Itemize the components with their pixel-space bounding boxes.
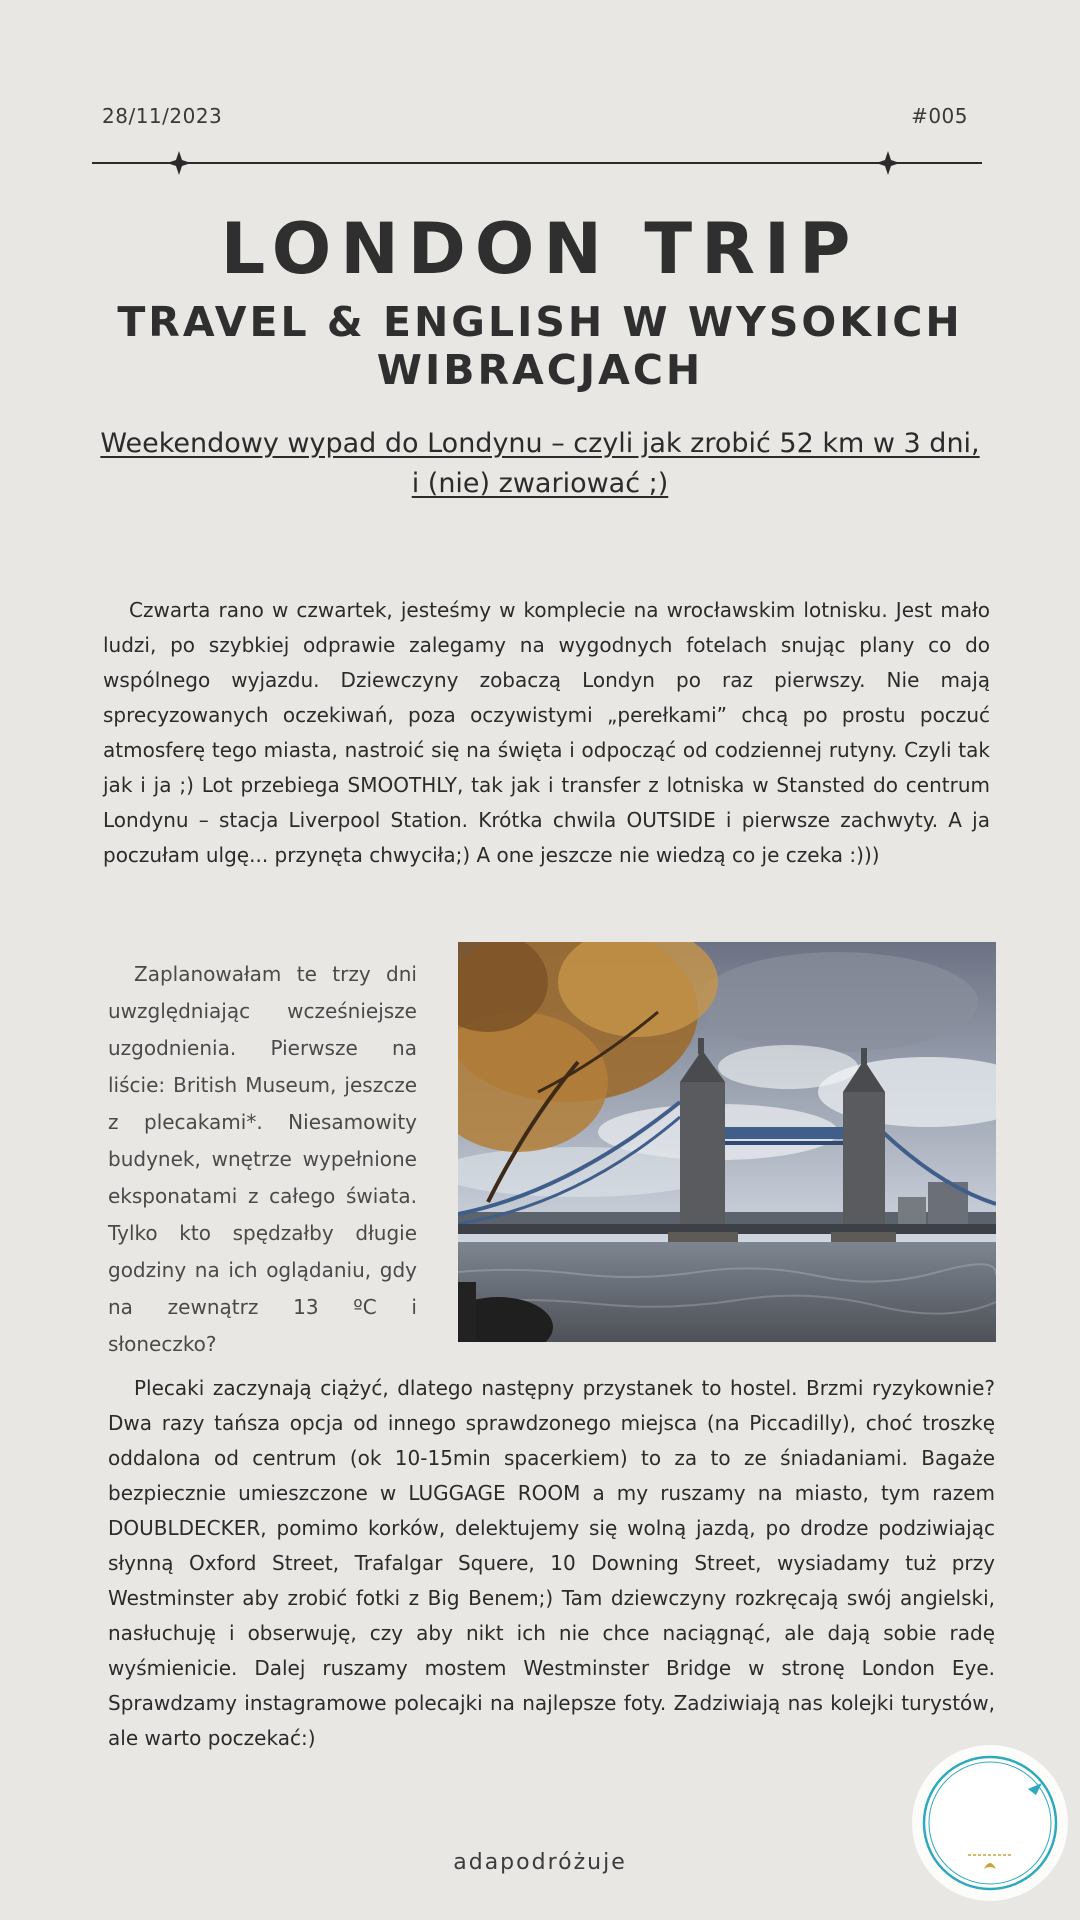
article-headline <box>100 424 980 504</box>
headline-line-1: Weekendowy wypad do Londynu – czyli jak zrobić 52 km w 3 dni, <box>100 428 980 459</box>
footer-signature: adapodróżuje <box>453 1850 627 1875</box>
issue-number: #005 <box>911 104 968 128</box>
sparkle-icon <box>167 151 191 175</box>
headline-line-2: i (nie) zwariować ;) <box>411 468 669 499</box>
relaksujaca-turystyka-logo <box>910 1743 1070 1903</box>
paragraph-hostel-westminster: Plecaki zaczynają ciążyć, dlatego następny przystanek to hostel. Brzmi ryzykownie? Dwa razy tańsza opcja od innego sprawdzonego miejsca (na Piccadilly), choć troszkę oddalona od centrum (ok 10-15min spacerkiem) to za to ze śniadaniami. Bagaże bezpiecznie umieszczone w LUGGAGE ROOM a my ruszamy na miasto, tym razem DOUBLDECKER, pomimo korków, delektujemy się wolną jazdą, po drodze podziwiając słynną Oxford Street, Trafalgar Squere, 10 Downing Street, wysiadamy tuż przy Westminster aby zrobić fotki z Big Benem;) Tam dziewczyny rozkręcają swój angielski, nasłuchuję i obserwuję, czy aby nikt ich nie chce naciągnąć, ale dają sobie radę wyśmienicie. Dalej ruszamy mostem Westminster Bridge w stronę London Eye. Sprawdzamy instagramowe polecajki na najlepsze foty. Zadziwiają nas kolejki turystów, ale warto poczekać:) <box>108 1376 995 1750</box>
tower-bridge-illustration <box>458 942 996 1342</box>
sparkle-icon <box>876 151 900 175</box>
paragraph-intro: Czwarta rano w czwartek, jesteśmy w komplecie na wrocławskim lotnisku. Jest mało ludzi, po szybkiej odprawie zalegamy na wygodnych fotelach snując plany co do wspólnego wyjazdu. Dziewczyny zobaczą Londyn po raz pierwszy. Nie mają sprecyzowanych oczekiwań, poza oczywistymi „perełkami” chcą po prostu poczuć atmosferę tego miasta, nastroić się na święta i odpocząć od codziennej rutyny. Czyli tak jak i ja ;) Lot przebiega SMOOTHLY, tak jak i transfer z lotniska w Stansted do centrum Londynu – stacja Liverpool Station. Krótka chwila OUTSIDE i pierwsze zachwyty. A ja poczułam ulgę... przynęta chwyciła;) A one jeszcze nie wiedzą co je czeka :))) <box>103 598 990 867</box>
page-title: LONDON TRIP <box>220 208 860 290</box>
issue-date: 28/11/2023 <box>102 104 223 128</box>
page-subtitle-banner: TRAVEL & ENGLISH W WYSOKICH WIBRACJACH <box>117 298 963 394</box>
tower-bridge-photo <box>458 942 996 1342</box>
paragraph-british-museum: Zaplanowałam te trzy dni uwzględniając wcześniejsze uzgodnienia. Pierwsze na liście: British Museum, jeszcze z plecakami*. Niesamowity budynek, wnętrze wypełnione eksponatami z całego świata. Tylko kto spędzałby długie godziny na ich oglądaniu, gdy na zewnątrz 13 ºC i słoneczko? <box>108 962 417 1356</box>
header-divider <box>92 150 982 176</box>
